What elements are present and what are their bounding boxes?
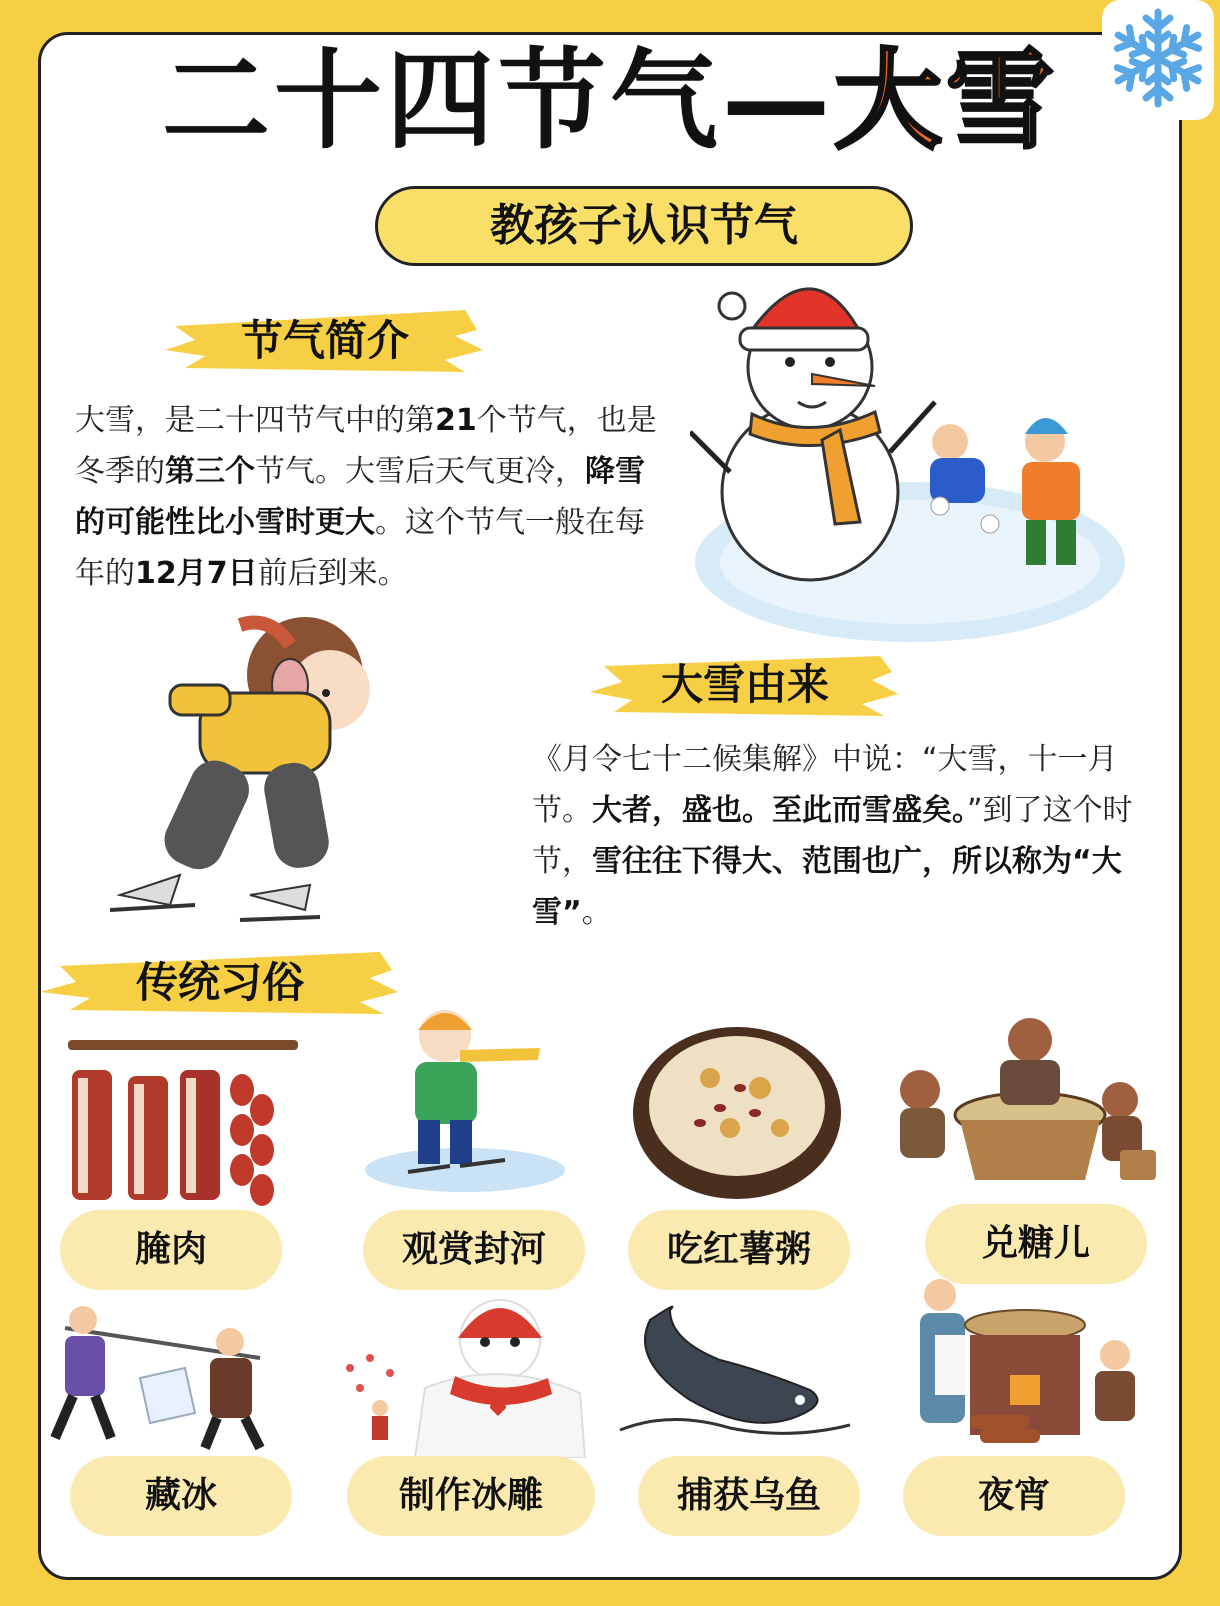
porridge-bowl-illustration (630, 1018, 845, 1203)
custom-item-7: 捕获乌鱼 (638, 1456, 860, 1536)
title-part-1: 二十四节气— (161, 39, 834, 164)
origin-text-a: 《月令七十二候集解》中说：“大雪，十一月节。 (532, 742, 1118, 828)
intro-text-f: 降雪的可能性比小雪时更大 (75, 454, 645, 540)
cured-meat-illustration (62, 1030, 302, 1210)
title-part-2: 大雪 (834, 39, 1059, 164)
custom-item-5: 藏冰 (70, 1456, 292, 1536)
origin-text-e: 。 (581, 895, 612, 930)
snowman-sculpture-illustration (330, 1298, 600, 1458)
snowman-illustration (690, 262, 1130, 652)
intro-text-i: 前后到来。 (257, 556, 408, 591)
intro-text-a: 大雪，是二十四节气中的第 (75, 403, 435, 438)
origin-text-d: 雪往往下得大、范围也广，所以称为“大雪” (532, 844, 1122, 930)
ice-storage-illustration (45, 1298, 275, 1458)
subtitle-pill: 教孩子认识节气 (375, 186, 913, 266)
customs-heading-label: 传统习俗 (135, 958, 304, 1007)
intro-heading-label: 节气简介 (240, 316, 409, 365)
intro-text-e: 节气。大雪后天气更冷， (255, 454, 585, 489)
skater-girl-illustration (100, 605, 410, 935)
origin-heading (590, 650, 900, 720)
custom-item-8: 夜宵 (903, 1456, 1125, 1536)
custom-item-3: 吃红薯粥 (628, 1210, 850, 1290)
night-snack-illustration (900, 1275, 1150, 1455)
intro-text-d: 第三个 (165, 454, 255, 489)
intro-paragraph (75, 395, 665, 599)
fish-illustration (610, 1300, 860, 1450)
origin-paragraph (532, 734, 1144, 938)
intro-text-h: 12月7日 (135, 556, 258, 591)
boy-skating-illustration (360, 1000, 570, 1200)
intro-heading (165, 306, 485, 376)
custom-item-6: 制作冰雕 (347, 1456, 595, 1536)
intro-text-b: 21 (435, 403, 477, 438)
customs-heading (40, 948, 400, 1018)
origin-heading-label: 大雪由来 (660, 660, 829, 709)
intro-text-c: 个节气，也是冬季的 (75, 403, 657, 489)
origin-text-b: 大者，盛也。至此而雪盛矣。 (592, 793, 967, 828)
origin-text-c: ”到了这个时节， (532, 793, 1133, 879)
candy-making-illustration (880, 1010, 1160, 1195)
custom-item-1: 腌肉 (60, 1210, 282, 1290)
page-title (0, 39, 1220, 164)
intro-text-g: 。这个节气一般在每年的 (75, 505, 645, 591)
custom-item-2: 观赏封河 (363, 1210, 585, 1290)
custom-item-4: 兑糖儿 (925, 1204, 1147, 1284)
